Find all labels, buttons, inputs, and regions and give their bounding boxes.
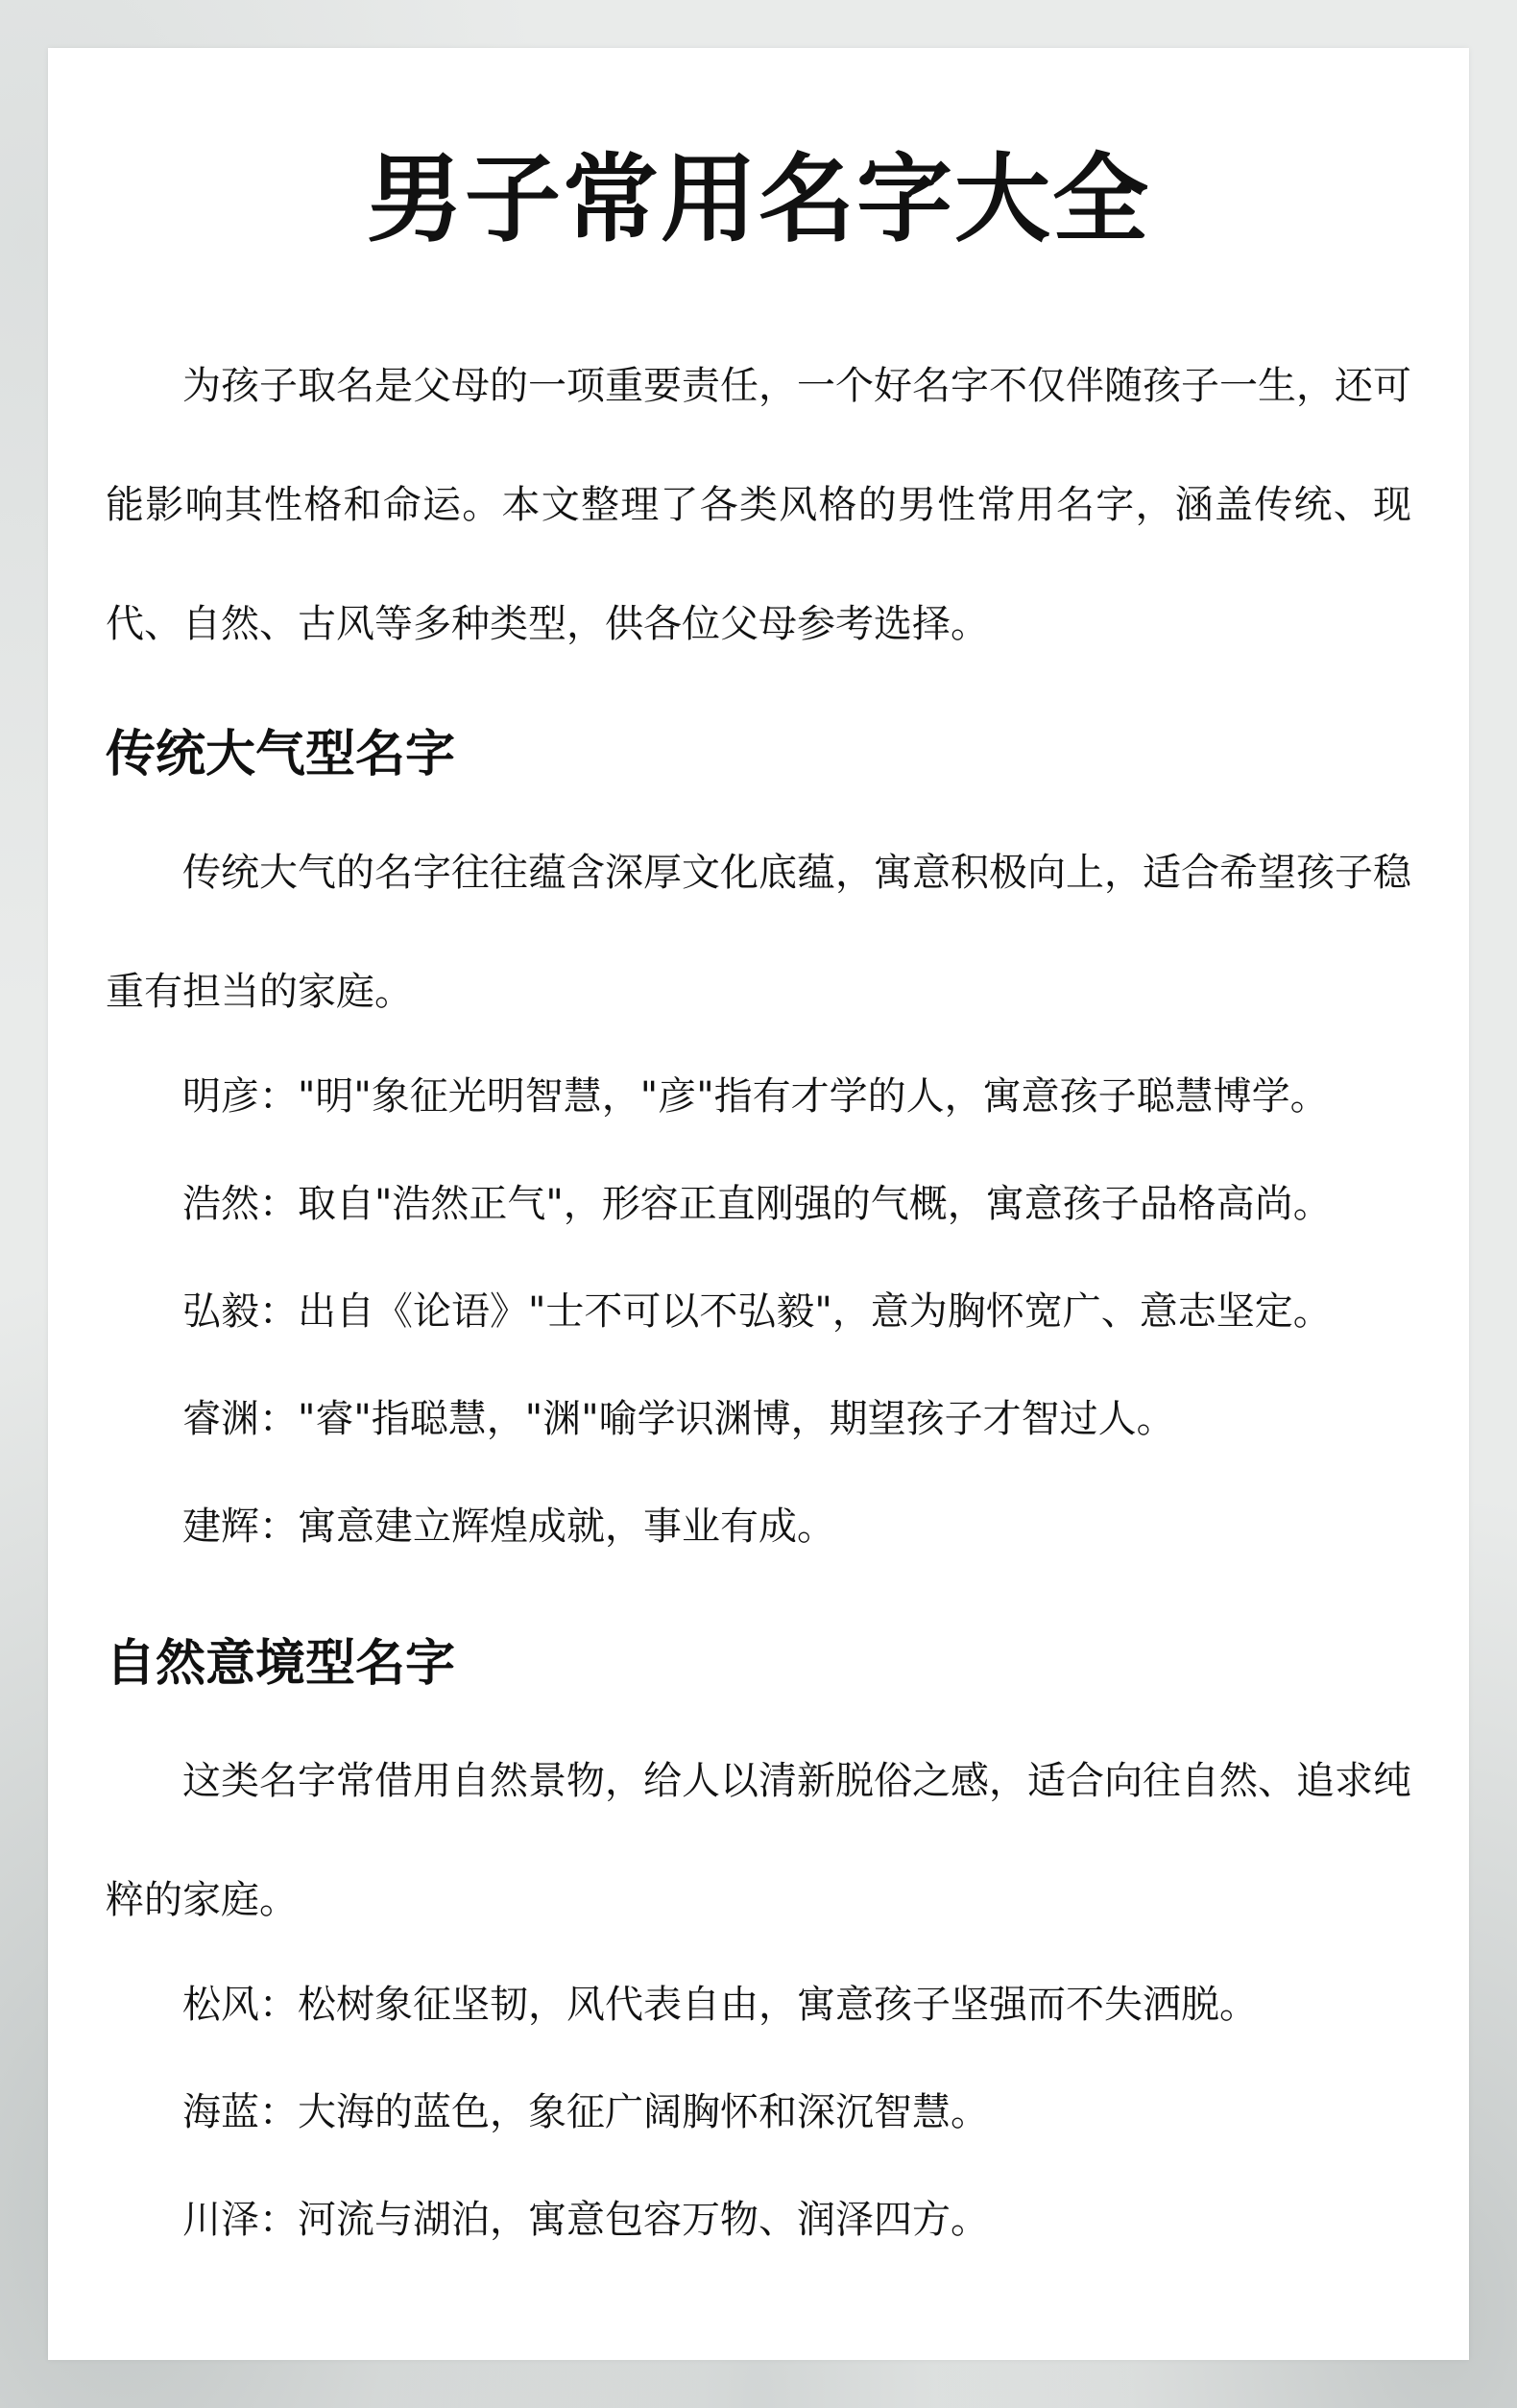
- section-description-traditional: 传统大气的名字往往蕴含深厚文化底蕴，寓意积极向上，适合希望孩子稳重有担当的家庭。: [106, 851, 1411, 1014]
- name-item: 明彦："明"象征光明智慧，"彦"指有才学的人，寓意孩子聪慧博学。: [182, 1074, 1329, 1119]
- name-item: 弘毅：出自《论语》"士不可以不弘毅"，意为胸怀宽广、意志坚定。: [182, 1289, 1332, 1334]
- name-item: 浩然：取自"浩然正气"，形容正直刚强的气概，寓意孩子品格高尚。: [182, 1182, 1332, 1226]
- name-item: 睿渊："睿"指聪慧，"渊"喻学识渊博，期望孩子才智过人。: [182, 1397, 1175, 1441]
- section-heading-nature: 自然意境型名字: [106, 1635, 456, 1693]
- page-title: 男子常用名字大全: [367, 143, 1150, 255]
- article-card: [48, 48, 1469, 2360]
- name-item: 川泽：河流与湖泊，寓意包容万物、润泽四方。: [182, 2198, 989, 2242]
- name-item: 海蓝：大海的蓝色，象征广阔胸怀和深沉智慧。: [182, 2090, 989, 2134]
- name-item: 建辉：寓意建立辉煌成就，事业有成。: [182, 1505, 835, 1549]
- intro-paragraph: 为孩子取名是父母的一项重要责任，一个好名字不仅伴随孩子一生，还可能影响其性格和命运。本文整理了各类风格的男性常用名字，涵盖传统、现代、自然、古风等多种类型，供各位父母参考选择。: [106, 364, 1411, 646]
- name-item: 松风：松树象征坚韧，风代表自由，寓意孩子坚强而不失洒脱。: [182, 1983, 1258, 2027]
- section-description-nature: 这类名字常借用自然景物，给人以清新脱俗之感，适合向往自然、追求纯粹的家庭。: [106, 1759, 1411, 1922]
- section-heading-traditional: 传统大气型名字: [106, 726, 456, 783]
